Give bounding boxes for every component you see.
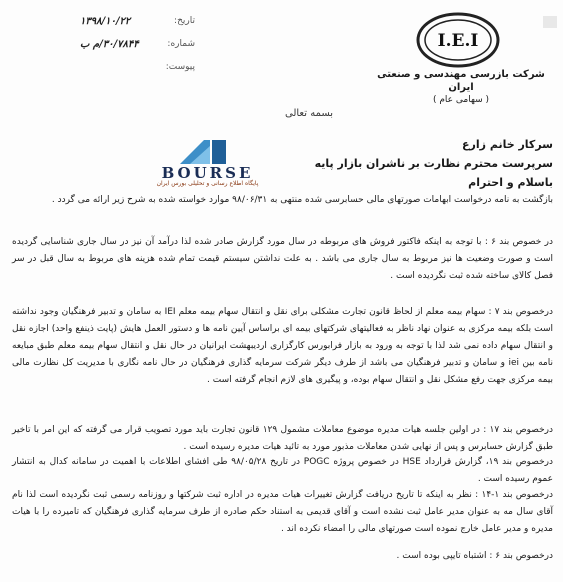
- bismillah: بسمه تعالی: [285, 108, 334, 119]
- attachment-label: پیوست:: [165, 62, 195, 72]
- bourse-tagline: پایگاه اطلاع رسانی و تحلیلی بورس ایران: [156, 180, 259, 187]
- bourse-brand: BOURSE: [161, 164, 254, 182]
- paragraph-item-19: درخصوص بند ۱۹، گزارش قرارداد HSE در خصوص پروژه POGC در تاریخ ۹۸/۰۵/۲۸ طی افشای اطلاعات با اهمیت در سامانه کدال به انتشار عموم رسیده است .: [12, 457, 553, 484]
- number-label: شماره:: [167, 39, 195, 49]
- paragraph-item-6: در خصوص بند ۶ : با توجه به اینکه فاکتور فروش های مربوطه در سال مورد گزارش صادر شده لذا درآمد آن نیز در سال جاری شناسایی گردیده است و صورت وضعیت ها نیز مربوط به سال جاری می باشد . به علت نداشتن سیستم قیمت تمام شده هزینه های مربوط به سال قبل در سر فصل کالای ساخته شده ثبت نگردیده است .: [12, 237, 553, 281]
- paragraph-item-17: درخصوص بند ۱۷ : در اولین جلسه هیات مدیره موضوع معاملات مشمول ۱۲۹ قانون تجارت باید مورد تصویب قرار می گرفته که این امر با تاخیر طبق گزارش حسابرس و پس از نهایی شدن معاملات مذبور مورد به تائید هیات مدیره رسیده است .: [12, 425, 554, 452]
- company-logo: [413, 10, 503, 70]
- company-type: ( سهامی عام ): [432, 95, 490, 105]
- logo-text: I.E.I: [437, 31, 479, 51]
- date-label: تاریخ:: [174, 16, 195, 26]
- corner-stamp: [543, 16, 557, 28]
- paragraph-item-6-typo: درخصوص بند ۶ : اشتباه تایپی بوده است .: [396, 551, 553, 561]
- recipient: سرپرست محترم نظارت بر ناشران بازار پایه: [314, 157, 553, 170]
- company-name: شرکت بازرسی مهندسی و صنعتی ایران: [377, 69, 545, 93]
- salutation: سرکار خانم زارع: [462, 138, 553, 151]
- company-block: [371, 68, 551, 107]
- letter-meta: [80, 10, 195, 79]
- paragraph-item-7: درخصوص بند ۷ : سهام بیمه معلم از لحاظ قانون تجارت مشکلی برای نقل و انتقال سهام بیمه معلم IEI به سامان و تدبیر فرهنگیان وجود نداشته است بلکه بیمه مرکزی به عنوان نهاد ناظر به فعالیتهای شرکتهای بیمه ای براساس آیین نامه ها و دستور العمل هایش (پایت ذینفع واحد) اجازه نقل و انتقال سهام داده نمی شد لذا با توجه به ورود به بازار فرابورس کارگزاری اردیبهشت ایرانیان در حال نقل و انتقال سهام بیمه معلم طبق مبایعه نامه بین iei و سامان و تدبیر فرهنگیان می باشد از طرف دیگر شرکت سرمایه گذاری فرهنگیان در حال نامه نگاری با مدیریت کل نظارت مالی بیمه مرکزی جهت رفع مشکل نقل و انتقال سهام بوده، و پیگیری های لازم انجام گرفته است .: [12, 307, 554, 385]
- greeting: باسلام و احترام: [468, 176, 553, 189]
- paragraph-item-14-1: درخصوص بند ۱-۱۴ : نظر به اینکه تا تاریخ دریافت گزارش تغییرات هیات مدیره در اداره ثبت شرکتها و روزنامه رسمی ثبت نگردیده است لذا نام آقای سال مه به عنوان مدیر عامل ثبت نشده است و آقای قدیمی به استناد حکم صادره از طرف سرمایه گذاری فرهنگیان که تامیرده را با هیات مدیره و مدیر عامل خارج نموده است صورتهای مالی را امضاء نکرده اند .: [12, 490, 553, 534]
- date-value: ۱۳۹۸/۱۰/۲۲: [80, 16, 131, 27]
- paragraph-intro: بازگشت به نامه درخواست ابهامات صورتهای مالی حسابرسی شده منتهی به ۹۸/۰۶/۳۱ موارد خواسته شده به شرح زیر ارائه می گردد .: [51, 195, 553, 205]
- number-value: ۳۰/۷۸۴۴/م ب: [80, 39, 139, 50]
